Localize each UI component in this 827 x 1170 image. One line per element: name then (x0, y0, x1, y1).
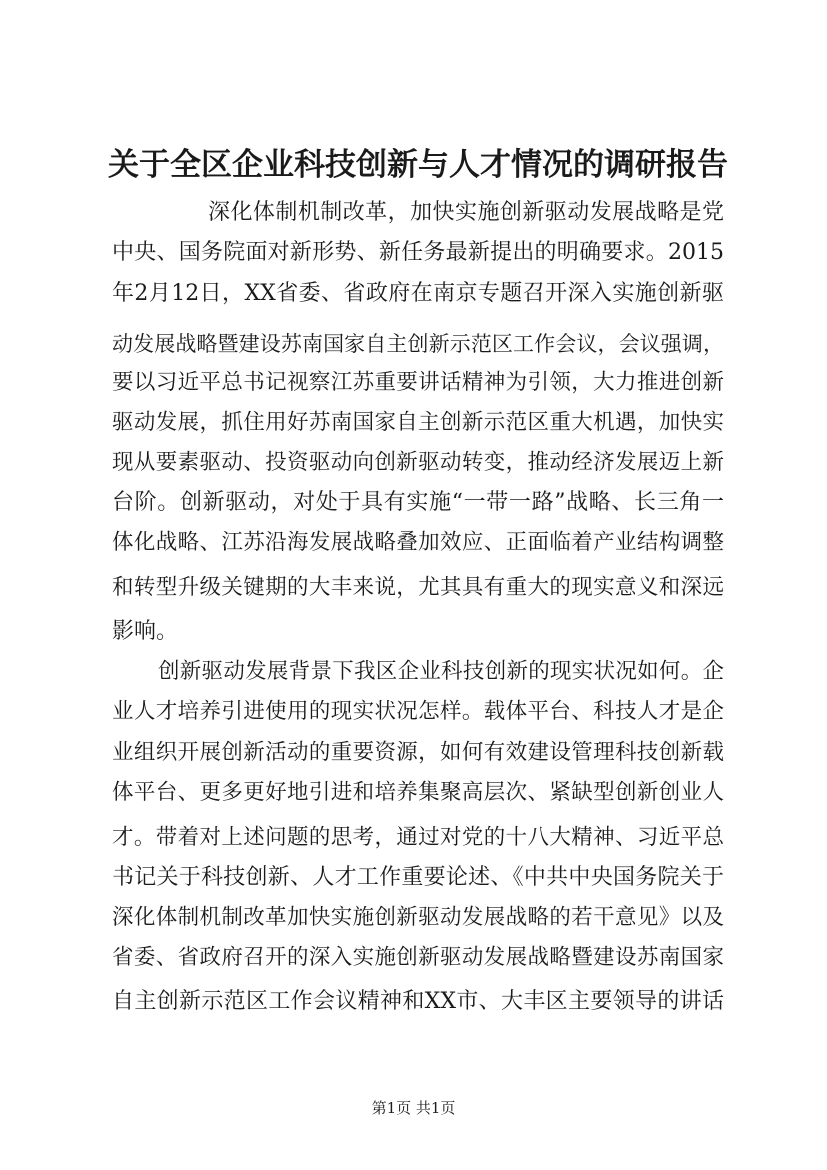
paragraph-1-line-11: 影响。 (112, 619, 179, 644)
paragraph-2-line-2: 业人才培养引进使用的现实状况怎样。载体平台、科技人才是企 (112, 699, 724, 724)
paragraph-1-line-2: 中央、国务院面对新形势、新任务最新提出的明确要求。2015 (112, 240, 724, 265)
paragraph-1-line-1: 深化体制机制改革，加快实施创新驱动发展战略是党 (208, 200, 724, 225)
paragraph-1-line-3: 年2月12日，XX省委、省政府在南京专题召开深入实施创新驱 (112, 281, 724, 306)
paragraph-1-line-6: 驱动发展，抓住用好苏南国家自主创新示范区重大机遇，加快实 (112, 410, 724, 435)
paragraph-2-line-9: 自主创新示范区工作会议精神和XX市、大丰区主要领导的讲话 (112, 989, 724, 1014)
paragraph-2-line-5: 才。带着对上述问题的思考，通过对党的十八大精神、习近平总 (112, 825, 724, 850)
page-number-footer: 第1页 共1页 (371, 1099, 456, 1117)
paragraph-1-line-8: 台阶。创新驱动，对处于具有实施“一带一路”战略、长三角一 (112, 490, 724, 515)
paragraph-2-line-1: 创新驱动发展背景下我区企业科技创新的现实状况如何。企 (158, 659, 724, 684)
paragraph-2-line-8: 省委、省政府召开的深入实施创新驱动发展战略暨建设苏南国家 (112, 945, 724, 970)
document-title: 关于全区企业科技创新与人才情况的调研报告 (108, 147, 728, 183)
paragraph-1-line-10: 和转型升级关键期的大丰来说，尤其具有重大的现实意义和深远 (112, 575, 724, 600)
paragraph-2-line-6: 书记关于科技创新、人才工作重要论述、《中共中央国务院关于 (112, 865, 724, 890)
paragraph-1-line-4: 动发展战略暨建设苏南国家自主创新示范区工作会议，会议强调， (112, 332, 724, 356)
paragraph-1-line-9: 体化战略、江苏沿海发展战略叠加效应、正面临着产业结构调整 (112, 530, 724, 555)
paragraph-2-line-3: 业组织开展创新活动的重要资源，如何有效建设管理科技创新载 (112, 740, 724, 765)
paragraph-2-line-4: 体平台、更多更好地引进和培养集聚高层次、紧缺型创新创业人 (112, 780, 724, 805)
paragraph-1-line-5: 要以习近平总书记视察江苏重要讲话精神为引领，大力推进创新 (112, 370, 724, 395)
paragraph-1-line-7: 现从要素驱动、投资驱动向创新驱动转变，推动经济发展迈上新 (112, 450, 724, 475)
paragraph-2-line-7: 深化体制机制改革加快实施创新驱动发展战略的若干意见》以及 (112, 905, 724, 930)
